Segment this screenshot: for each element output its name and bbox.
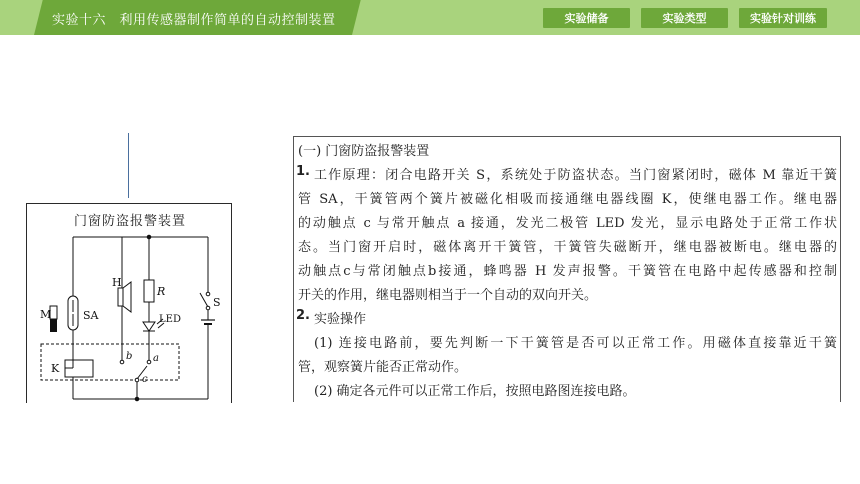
item-2-line: (1) 连接电路前，要先判断一下干簧管是否可以正常工作。用磁体直接靠近干簧 [314, 336, 837, 351]
section-title: (一) 门窗防盗报警装置 [298, 144, 430, 159]
item-2-title: 实验操作 [314, 312, 367, 327]
divider-line [128, 133, 129, 198]
explanation-panel [293, 136, 841, 402]
label-c: c [142, 374, 148, 385]
label-h: H [112, 276, 122, 289]
nav-button-preparation[interactable]: 实验储备 [543, 8, 630, 28]
circuit-title: 门窗防盗报警装置 [73, 214, 186, 229]
item-2-line: 管，观察簧片能否正常动作。 [298, 360, 468, 375]
buzzer-h-body [118, 288, 123, 306]
label-r: R [157, 285, 166, 298]
item-1-line: 态。当门窗开启时，磁体离开干簧管，干簧管失磁断开，继电器被断电。继电器的 [298, 240, 837, 255]
label-sa: SA [83, 309, 99, 322]
page-title: 实验十六 利用传感器制作简单的自动控制装置 [52, 13, 336, 28]
led-symbol [143, 322, 155, 331]
item-2-number: 2. [296, 308, 310, 323]
label-m: M [40, 308, 52, 321]
label-s: S [213, 296, 221, 309]
contact-b [120, 360, 124, 364]
label-b: b [126, 351, 133, 362]
label-k: K [51, 362, 60, 375]
circuit-diagram [27, 204, 233, 404]
label-led: LED [159, 314, 181, 325]
item-1-number: 1. [296, 164, 310, 179]
nav-button-types[interactable]: 实验类型 [641, 8, 728, 28]
circuit-diagram-panel [26, 203, 232, 403]
item-1-line: 动触点c与常闭触点b接通，蜂鸣器 H 发声报警。干簧管在电路中起传感器和控制 [298, 264, 837, 279]
contact-a [147, 360, 151, 364]
item-1-line: 工作原理：闭合电路开关 S，系统处于防盗状态。当门窗紧闭时，磁体 M 靠近干簧 [314, 168, 837, 183]
item-2-line: (2) 确定各元件可以正常工作后，按照电路图连接电路。 [314, 384, 636, 399]
nav-button-training[interactable]: 实验针对训练 [739, 8, 827, 28]
buzzer-h-cone [123, 282, 131, 312]
item-1-line: 管 SA，干簧管两个簧片被磁化相吸而接通继电器线圈 K，使继电器工作。继电器 [298, 192, 837, 207]
label-a: a [153, 353, 159, 364]
contact-c [135, 378, 139, 382]
item-1-line: 开关的作用，继电器则相当于一个自动的双向开关。 [298, 288, 598, 303]
item-1-line: 的动触点 c 与常开触点 a 接通，发光二极管 LED 发光，显示电路处于正常工作状 [298, 216, 837, 231]
resistor-r [144, 280, 154, 302]
